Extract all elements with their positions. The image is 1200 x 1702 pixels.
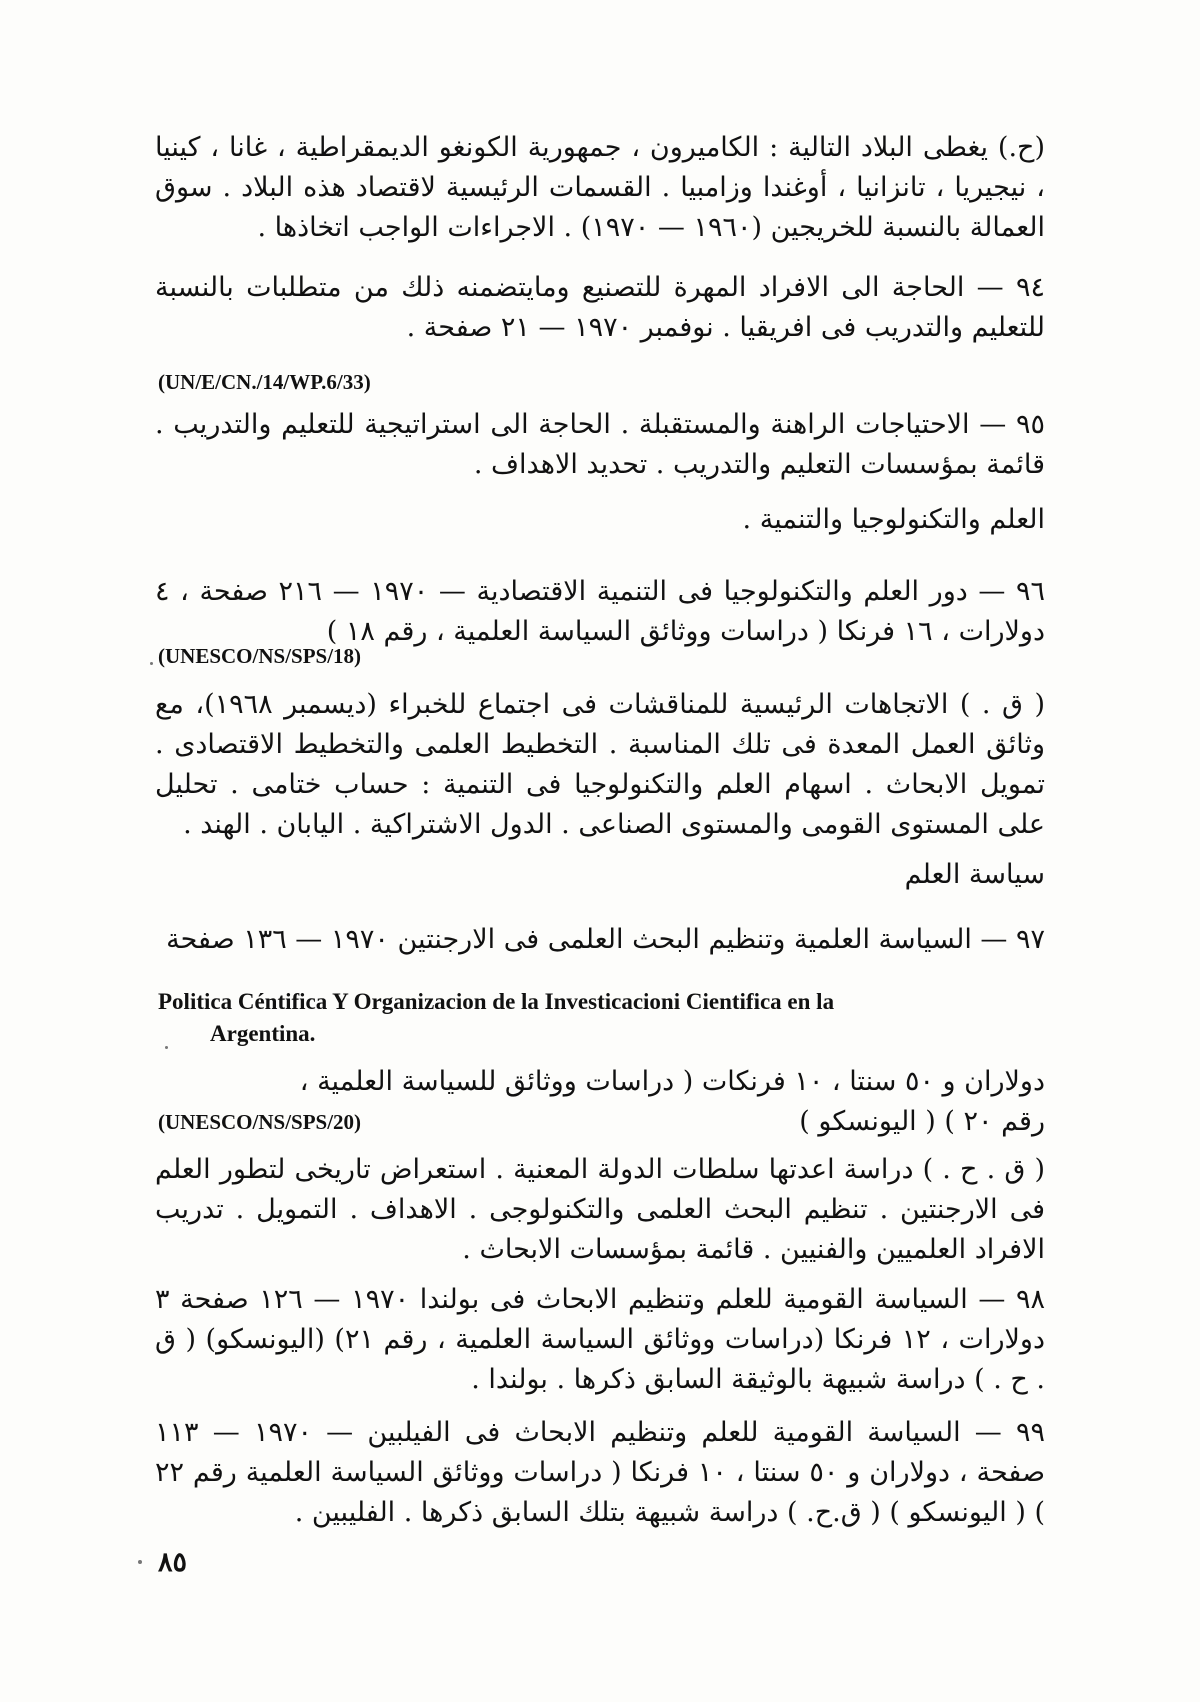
entry-97: ٩٧ — السياسة العلمية وتنظيم البحث العلمى فى الارجنتين ١٩٧٠ — ١٣٦ صفحة <box>166 924 1045 955</box>
entry-93-annotation: (ح.) يغطى البلاد التالية : الكاميرون ، جمهورية الكونغو الديمقراطية ، غانا ، كينيا ، نيجيريا ، تانزانيا ، أوغندا وزامبيا . القسمات الرئيسية لاقتصاد هذه البلاد . سوق العمالة بالنسبة للخريجين (١٩٦٠ — ١٩٧٠) . الاجراءات الواجب اتخاذها . <box>155 132 1045 243</box>
entry-97-series: رقم ٢٠ ) ( اليونسكو ) <box>799 1106 1045 1137</box>
scan-speck <box>165 1046 168 1049</box>
entry-94-code: (UN/E/CN./14/WP.6/33) <box>158 370 371 394</box>
scan-speck <box>138 1560 142 1564</box>
entry-95: ٩٥ — الاحتياجات الراهنة والمستقبلة . الحاجة الى استراتيجية للتعليم والتدريب . قائمة بمؤسسات التعليم والتدريب . تحديد الاهداف . <box>155 409 1045 480</box>
entry-98: ٩٨ — السياسة القومية للعلم وتنظيم الابحاث فى بولندا ١٩٧٠ — ١٢٦ صفحة ٣ دولارات ، ١٢ فرنكا (دراسات ووثائق السياسة العلمية ، رقم ٢١) (اليونسكو) ( ق . ح . ) دراسة شبيهة بالوثيقة السابق ذكرها . بولندا . <box>155 1284 1045 1395</box>
entry-96: ٩٦ — دور العلم والتكنولوجيا فى التنمية الاقتصادية — ١٩٧٠ — ٢١٦ صفحة ، ٤ دولارات ، ١٦ فرنكا ( دراسات ووثائق السياسة العلمية ، رقم ١٨ ) <box>155 576 1045 647</box>
page-number: ٨٥ <box>158 1547 188 1578</box>
scan-speck <box>150 662 153 665</box>
entry-99: ٩٩ — السياسة القومية للعلم وتنظيم الابحاث فى الفيلبين — ١٩٧٠ — ١١٣ صفحة ، دولاران و ٥٠ سنتا ، ١٠ فرنكا ( دراسات ووثائق السياسة العلمية رقم ٢٢ ) ( اليونسكو ) ( ق.ح. ) دراسة شبيهة بتلك السابق ذكرها . الفليبين . <box>155 1417 1045 1528</box>
entry-96-code: (UNESCO/NS/SPS/18) <box>158 644 362 668</box>
entry-96-annotation: ( ق . ) الاتجاهات الرئيسية للمناقشات فى اجتماع للخبراء (ديسمبر ١٩٦٨)، مع وثائق العمل المعدة فى تلك المناسبة . التخطيط العلمى والتخطيط الاقتصادى . تمويل الابحاث . اسهام العلم والتكنولوجيا فى التنمية : حساب ختامى . تحليل على المستوى القومى والمستوى الصناعى . الدول الاشتراكية . اليابان . الهند . <box>155 689 1045 840</box>
entry-94: ٩٤ — الحاجة الى الافراد المهرة للتصنيع ومايتضمنه ذلك من متطلبات بالنسبة للتعليم والتدريب فى افريقيا . نوفمبر ١٩٧٠ — ٢١ صفحة . <box>155 272 1045 343</box>
entry-97-spanish-title: Politica Céntifica Y Organizacion de la Investicacioni Cientifica en la <box>158 989 835 1014</box>
section-heading-science-technology-development: العلم والتكنولوجيا والتنمية . <box>742 504 1045 535</box>
entry-97-price: دولاران و ٥٠ سنتا ، ١٠ فرنكات ( دراسات ووثائق للسياسة العلمية ، <box>299 1066 1045 1097</box>
section-heading-science-policy: سياسة العلم <box>904 859 1045 890</box>
entry-97-annotation: ( ق . ح . ) دراسة اعدتها سلطات الدولة المعنية . استعراض تاريخى لتطور العلم فى الارجنتين . تنظيم البحث العلمى والتكنولوجى . الاهداف . التمويل . تدريب الافراد العلميين والفنيين . قائمة بمؤسسات الابحاث . <box>155 1154 1045 1265</box>
entry-97-series-line <box>155 1102 1045 1142</box>
entry-97-code: (UNESCO/NS/SPS/20) <box>158 1110 362 1134</box>
entry-97-spanish-title-cont: Argentina. <box>210 1021 316 1046</box>
